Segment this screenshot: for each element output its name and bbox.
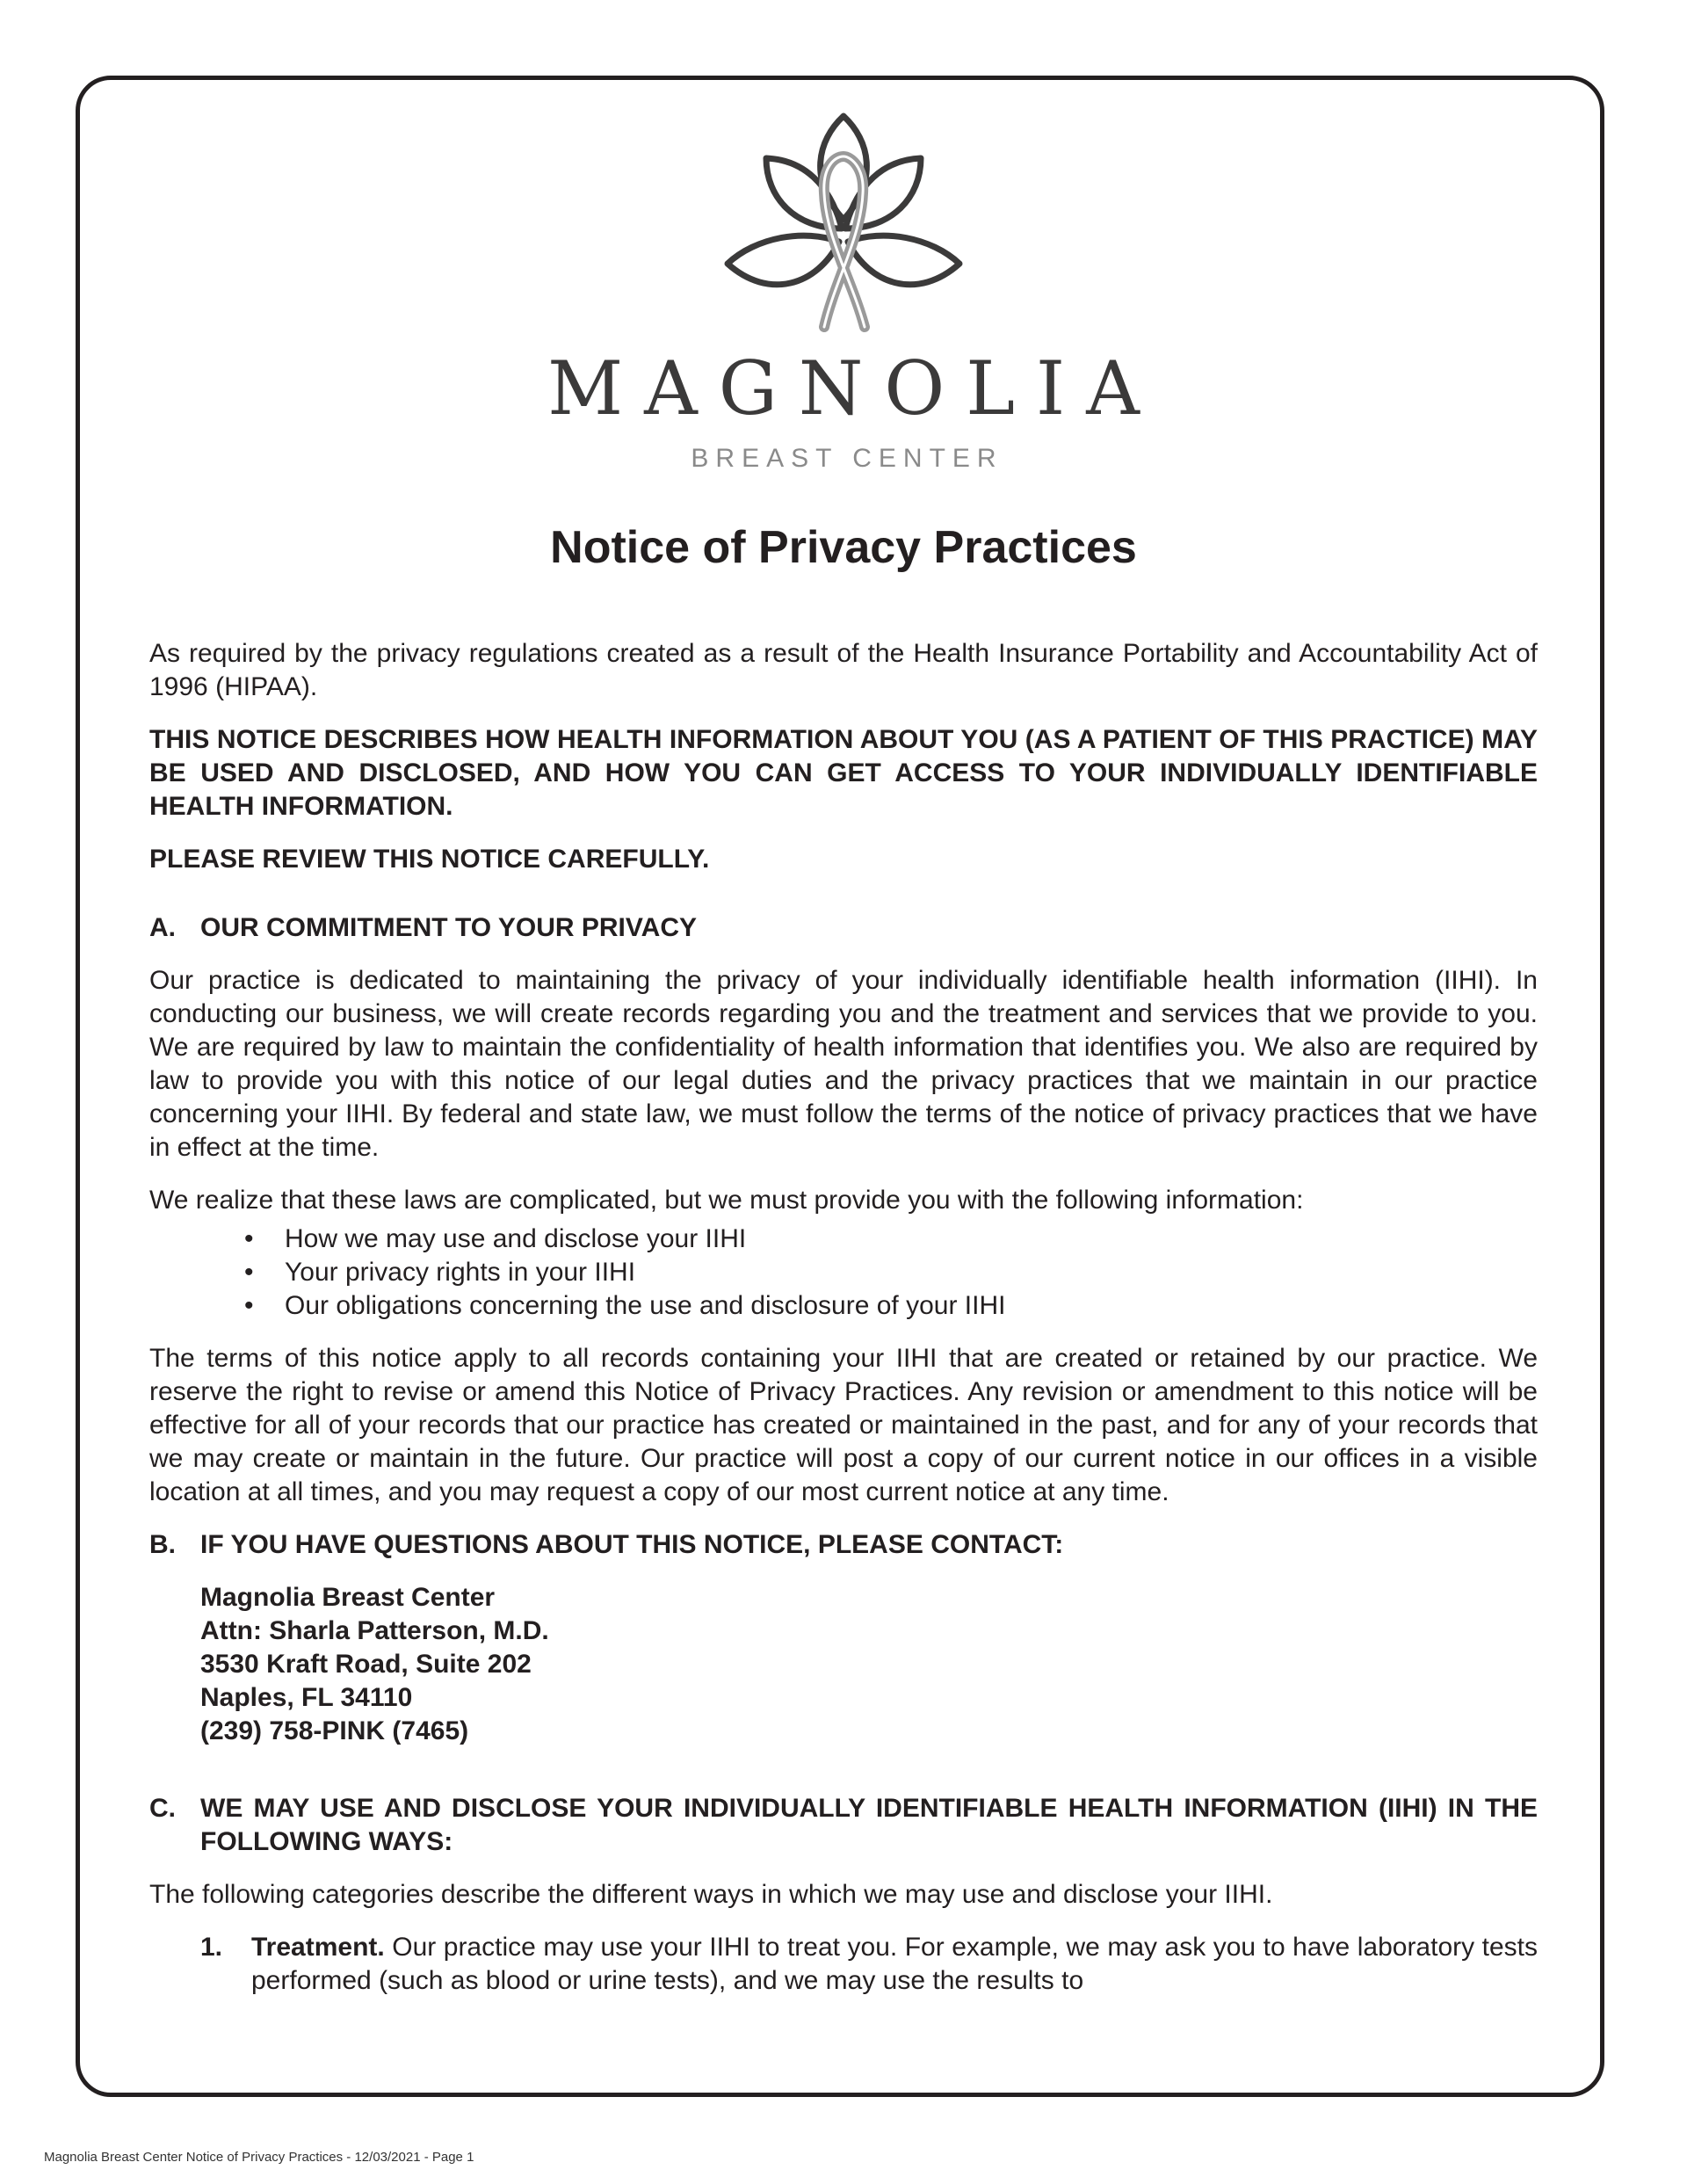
section-c-paragraph-1: The following categories describe the different ways in which we may use and disclose your IIHI. — [149, 1880, 1273, 1909]
address-line: Attn: Sharla Patterson, M.D. — [200, 1616, 549, 1645]
list-item: • Your privacy rights in your IIHI — [244, 1258, 636, 1287]
address-line: (239) 758-PINK (7465) — [200, 1716, 469, 1745]
section-letter: C. — [149, 1794, 176, 1823]
section-b-heading — [149, 1528, 1538, 1562]
list-item: • How we may use and disclose your IIHI — [244, 1224, 747, 1253]
intro-paragraph: As required by the privacy regulations created as a result of the Health Insurance Portability and Accountability Act of 1996 (HIPAA). — [149, 639, 1538, 701]
review-notice: PLEASE REVIEW THIS NOTICE CAREFULLY. — [149, 845, 710, 874]
numbered-item-treatment — [149, 1931, 1538, 1998]
section-title: WE MAY USE AND DISCLOSE YOUR INDIVIDUALLY IDENTIFIABLE HEALTH INFORMATION (IIHI) IN THE FOLLOWING WAYS: — [200, 1794, 1538, 1856]
section-a-paragraph-1: Our practice is dedicated to maintaining the privacy of your individually identifiable health information (IIHI). In conducting our business, we will create records regarding you and the treatment and services that we provide to you. We are required by law to maintain the confidentiality of health information that identifies you. We also are required by law to provide you with this notice of our legal duties and the privacy practices that we maintain in our practice concerning your IIHI. By federal and state law, we must follow the terms of the notice of privacy practices that we have in effect at the time. — [149, 966, 1538, 1162]
section-letter: B. — [149, 1530, 176, 1559]
section-c-heading — [149, 1792, 1538, 1859]
brand-subtitle: BREAST CENTER — [691, 444, 1003, 473]
address-line: Magnolia Breast Center — [200, 1583, 496, 1612]
contact-address — [149, 1581, 1538, 1748]
section-letter: A. — [149, 913, 176, 942]
magnolia-ribbon-icon — [720, 97, 967, 343]
item-label: Treatment. — [251, 1933, 385, 1962]
address-line: 3530 Kraft Road, Suite 202 — [200, 1650, 532, 1679]
section-a-paragraph-3: The terms of this notice apply to all records containing your IIHI that are created or retained by our practice. We reserve the right to revise or amend this Notice of Privacy Practices. Any revision or amendment to this notice will be effective for all of your records that our practice has created or maintained in the past, and for any of your records that we may create or maintain in the future. Our practice will post a copy of our current notice in our offices in a visible location at all times, and you may request a copy of our most current notice at any time. — [149, 1344, 1538, 1506]
bullet-list — [149, 1223, 1538, 1323]
logo — [0, 97, 1687, 343]
page-footer: Magnolia Breast Center Notice of Privacy Practices - 12/03/2021 - Page 1 — [44, 2150, 474, 2165]
section-a-heading — [149, 911, 1538, 945]
section-title: IF YOU HAVE QUESTIONS ABOUT THIS NOTICE, PLEASE CONTACT: — [200, 1530, 1064, 1559]
document-body — [149, 637, 1538, 1998]
list-item: • Our obligations concerning the use and disclosure of your IIHI — [244, 1291, 1006, 1320]
notice-describes: THIS NOTICE DESCRIBES HOW HEALTH INFORMATION ABOUT YOU (AS A PATIENT OF THIS PRACTICE) MAY BE USED AND DISCLOSED, AND HOW YOU CAN GET ACCESS TO YOUR INDIVIDUALLY IDENTIFIABLE HEALTH INFORMATION. — [149, 725, 1538, 821]
item-number: 1. — [200, 1933, 223, 1962]
brand-name: MAGNOLIA — [547, 345, 1161, 432]
section-a-paragraph-2: We realize that these laws are complicated, but we must provide you with the following information: — [149, 1186, 1304, 1215]
section-title: OUR COMMITMENT TO YOUR PRIVACY — [200, 913, 698, 942]
item-text: Our practice may use your IIHI to treat you. For example, we may ask you to have laboratory tests performed (such as blood or urine tests), and we may use the results to — [251, 1933, 1538, 1995]
page-title: Notice of Privacy Practices — [550, 522, 1137, 573]
address-line: Naples, FL 34110 — [200, 1683, 413, 1712]
